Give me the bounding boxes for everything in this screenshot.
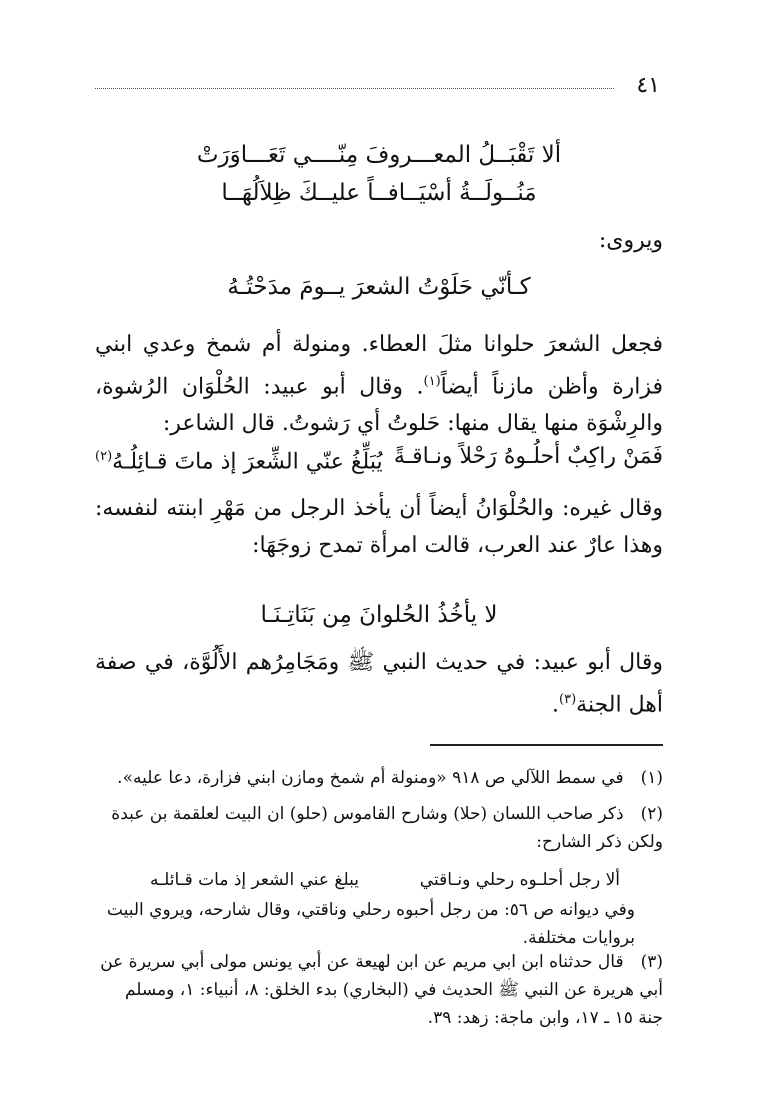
footnote-2-continuation: وفي ديوانه ص ٥٦: من رجل أحبوه رحلي وناقتي، وقال شارحه، ويروي البيت بروايات مختلفة. [106,900,635,948]
paragraph3 [95,644,663,723]
footnote-1-text: في سمط اللآلي ص ٩١٨ «ومنولة أم شمخ ومازن ابني فزارة، دعا عليه». [117,768,624,788]
paragraph1 [95,326,663,442]
paragraph1-tail: . وقال أبو عبيد: الحُلْوَان الرُشوة، والرِشْوَة منها يقال منها: حَلوتُ أي رَشوتُ. قال الشاعر: [95,374,663,437]
footnote-ref-3: (٣) [559,692,577,707]
paragraph3-text: وقال أبو عبيد: في حديث النبي ﷺ ومَجَامِرُهم الأَلُوَّة، في صفة أهل الجنة [95,650,663,718]
footnote-2-verse [150,866,620,894]
footnote-1-number: (١) [640,768,663,788]
paragraph2: وقال غيره: والحُلْوَانُ أيضاً أن يأخذ الرجل من مَهْرِ ابنته لنفسه: وهذا عارٌ عند العرب، قالت امرأة تمدح زوجَهَا: [95,496,663,558]
verse3-hemistich2-wrap [95,440,383,479]
footnote-separator [430,744,663,746]
header-dotted-rule [95,88,614,89]
footnote-2-verse-h2: يبلغ عني الشعر إذ مات قـائلـه [150,870,359,890]
verse4: لا يأخُذُ الحُلوانَ مِن بَنَاتِـنَـا [260,602,498,628]
verse3-hemistich2: يُبَلِّغُ عنّي الشِّعرَ إذ ماتَ قـائِلُـهُ [112,449,383,475]
page-number: ٤١ [636,73,660,98]
paragraph3-tail: . [552,692,560,718]
verse2: كـأنّي حَلَوْتُ الشعرَ يــومَ مدَحْتُـهُ [227,274,531,300]
footnote-2 [95,800,663,856]
yurwa-label: ويروى: [598,228,663,253]
paragraph1-text: فجعل الشعرَ حلوانا مثلَ العطاء. ومنولة أم شمخ وعدي ابني فزارة وأظن مازناً أيضاً [95,332,663,400]
footnote-ref-2: (٢) [95,449,113,464]
footnote-ref-1: (١) [423,374,441,389]
verse3 [95,440,663,479]
verse1-line1: ألا تَقْبَــلُ المعـــروفَ مِنّــــي تَعَـــاوَرَتْ [196,142,562,168]
verse1-line2: مَنُــولَــةُ أسْيَــافــاً عليــكَ ظِلاَلُهَــا [221,180,537,206]
footnote-3-number: (٣) [640,952,663,972]
footnote-3 [95,948,663,1032]
page-header [95,72,660,102]
verse3-hemistich1: فَمَنْ راكِبٌ أحلُـوهُ رَحْلاً ونـاقـةً [393,444,663,469]
footnote-3-text: قال حدثناه ابن ابي مريم عن ابن لهيعة عن أبي يونس مولى أبي سريرة عن أبي هريرة عن النبي ﷺ الحديث في (البخاري) بدء الخلق: ٨، أنبياء: ١، ومسلم جنة ١٥ ـ ١٧، وابن ماجة: زهد: ٣٩. [100,952,663,1028]
footnote-1 [95,764,663,792]
footnote-2-number: (٢) [640,804,663,824]
footnote-2-verse-h1: ألا رجل أحلـوه رحلي ونـاقتي [419,870,620,890]
footnote-2-text: ذكر صاحب اللسان (حلا) وشارح القاموس (حلو) ان البيت لعلقمة بن عبدة ولكن ذكر الشارح: [111,804,663,852]
